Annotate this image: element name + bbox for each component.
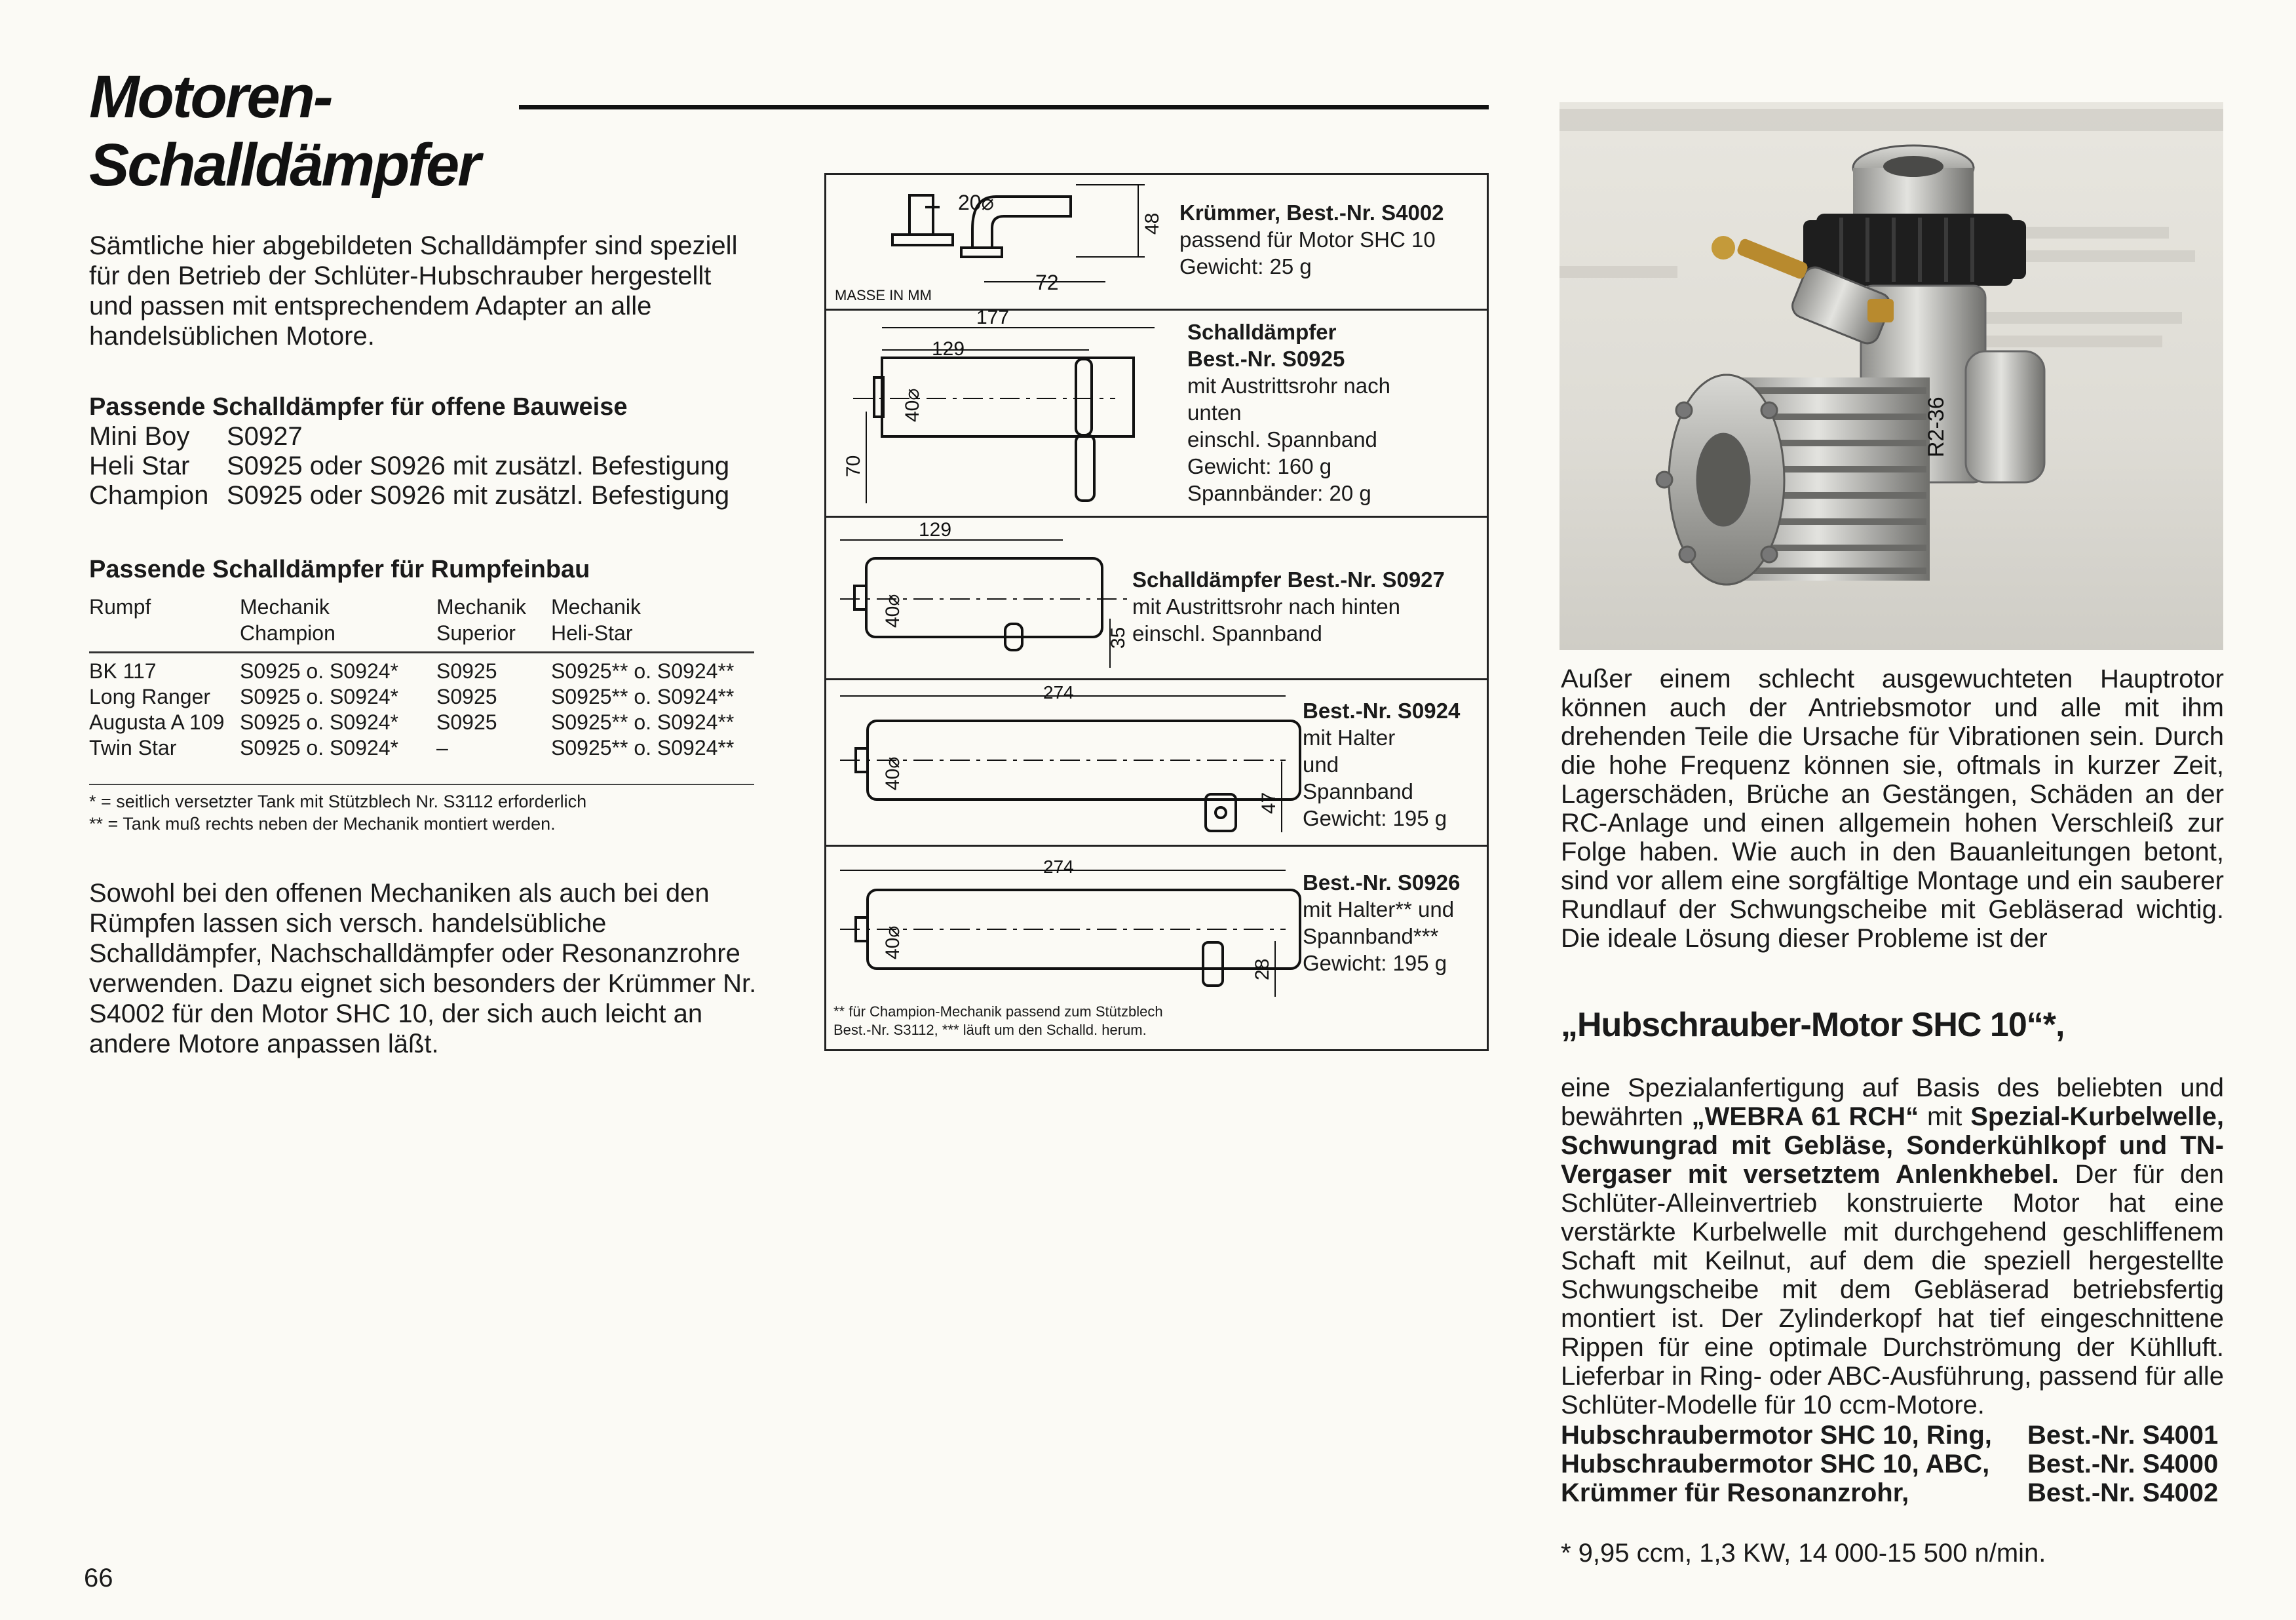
footnote: Best.-Nr. S3112, *** läuft um den Schalld. herum. xyxy=(833,1022,1147,1038)
dim-label: 274 xyxy=(1043,682,1074,703)
s0926-text xyxy=(1303,869,1460,976)
order-number: Best.-Nr. S4001 xyxy=(2027,1421,2219,1450)
body-paragraph: Außer einem schlecht ausgewuchteten Hauptrotor können auch der Antriebsmotor und alle mit ihm drehenden Teile die Ursache für Vibrationen sein. Durch die hohe Frequenz können sie, oftmals in kurzer Zeit, Lagerschäden, Brüche an Gestängen, Schäden an der RC-Anlage und einen allgemein hohen Verschleiß zur Folge haben. Wie auch in den Bauanleitungen betont, sind vor allem eine sorgfältige Montage und ein sauberer Rundlauf der Schwungscheibe mit Gebläserad wichtig. Die ideale Lösung dieser Probleme ist der xyxy=(1561,665,2224,953)
dim-label: 40⌀ xyxy=(882,925,904,959)
krummer-drawing xyxy=(827,176,1168,311)
part-desc: mit Halter xyxy=(1303,725,1396,750)
order-name: Hubschraubermotor SHC 10, Ring, xyxy=(1561,1421,1992,1450)
column-header: Mechanik Champion xyxy=(240,594,436,653)
model-name: Champion xyxy=(89,481,209,510)
part-weight: Gewicht: 25 g xyxy=(1179,254,1312,279)
s0924-text xyxy=(1303,697,1460,832)
order-number: Best.-Nr. S4002 xyxy=(2027,1478,2219,1507)
page-title xyxy=(89,63,479,199)
model-name: Heli Star xyxy=(89,452,190,480)
part-weight: Gewicht: 195 g xyxy=(1303,806,1447,830)
page-number: 66 xyxy=(84,1564,113,1592)
fuselage-heading: Passende Schalldämpfer für Rumpfeinbau xyxy=(89,556,590,583)
part-title: Best.-Nr. S0926 xyxy=(1303,870,1461,895)
column-header: Mechanik Superior xyxy=(436,594,551,653)
motor-description xyxy=(1561,1073,2224,1419)
dim-label: 28 xyxy=(1252,958,1273,980)
dim-label: 177 xyxy=(976,307,1010,328)
part-desc: einschl. Spannband xyxy=(1132,621,1322,646)
s0925-drawing xyxy=(827,307,1168,516)
column-header: Mechanik Heli-Star xyxy=(551,594,754,653)
engine-photo xyxy=(1559,102,2223,650)
part-desc: unten xyxy=(1187,400,1242,425)
part-number: S0925 oder S0926 mit zusätzl. Befestigung xyxy=(227,481,730,510)
engine-engraving: R2-36 xyxy=(1924,396,1949,457)
motor-heading: „Hubschrauber-Motor SHC 10“*, xyxy=(1561,1006,2065,1044)
list-item xyxy=(1561,1478,2224,1507)
part-number: S0927 xyxy=(227,422,303,451)
text-run-bold: „WEBRA 61 RCH“ xyxy=(1691,1102,1919,1131)
list-item xyxy=(89,422,729,452)
flange-base xyxy=(892,235,953,245)
table-header-row xyxy=(89,594,754,653)
text-run: Der für den Schlüter-Alleinvertrieb konstruierte Motor hat eine verstärkte Kurbelwelle mit durchgehend geschliffenem Schaft mit Keilnut, auf dem die speziell hergestellte Schwungscheibe mit dem Gebläserad betriebsfertig montiert ist. Der Zylinderkopf hat tief eingeschnittene Rippen für eine optimale Durchströmung der Kühlluft. Lieferbar in Ring- oder ABC-Ausführung, passend für alle Schlüter-Modelle für 10 ccm-Motore. xyxy=(1561,1160,2225,1419)
outlet-pipe xyxy=(1076,435,1094,501)
dim-label: 129 xyxy=(919,519,952,541)
part-weight: Spannbänder: 20 g xyxy=(1187,481,1371,505)
dim-label: 72 xyxy=(1035,271,1059,294)
part-title: Schalldämpfer xyxy=(1187,320,1337,344)
footnote-rule xyxy=(89,784,754,785)
s0927-drawing xyxy=(827,520,1141,678)
body-paragraph: Sowohl bei den offenen Mechaniken als auch bei den Rümpfen lassen sich versch. handelsübliche Schalldämpfer, Nachschalldämpfer oder Resonanzrohre verwenden. Dazu eignet sich besonders der Krümmer Nr. S4002 für den Motor SHC 10, der sich auch leicht an andere Motore anpassen läßt. xyxy=(89,879,757,1058)
part-desc: Spannband xyxy=(1303,779,1413,803)
footnote: ** = Tank muß rechts neben der Mechanik montiert werden. xyxy=(89,814,556,834)
s0927-text xyxy=(1132,566,1445,647)
dim-label: 274 xyxy=(1043,857,1074,877)
table-row: Twin Star S0925 o. S0924* – S0925** o. S0924** xyxy=(89,736,735,760)
part-desc: und xyxy=(1303,752,1339,777)
part-number: S0925 oder S0926 mit zusätzl. Befestigung xyxy=(227,452,730,480)
table-row: Long Ranger S0925 o. S0924* S0925 S0925** o. S0924** xyxy=(89,685,735,708)
list-item xyxy=(1561,1421,2224,1450)
order-name: Hubschraubermotor SHC 10, ABC, xyxy=(1561,1450,1990,1478)
open-build-list xyxy=(89,422,729,511)
dim-label: 129 xyxy=(932,338,965,360)
intro-paragraph: Sämtliche hier abgebildeten Schalldämpfer sind speziell für den Betrieb der Schlüter-Hubschrauber hergestellt und passen mit entsprechendem Adapter an alle handelsüblichen Motore. xyxy=(89,231,738,351)
dim-label: 48 xyxy=(1141,212,1163,235)
list-item xyxy=(89,481,729,511)
diagram-footnotes xyxy=(833,1003,1163,1039)
part-order: Best.-Nr. S0925 xyxy=(1187,347,1345,371)
part-desc: mit Austrittsrohr nach xyxy=(1187,374,1390,398)
s0926-drawing xyxy=(827,849,1299,1007)
table-row: Augusta A 109 S0925 o. S0924* S0925 S0925** o. S0924** xyxy=(89,710,735,734)
part-desc: passend für Motor SHC 10 xyxy=(1179,227,1436,252)
part-desc: einschl. Spannband xyxy=(1187,427,1377,452)
footnote: * = seitlich versetzter Tank mit Stützblech Nr. S3112 erforderlich xyxy=(89,792,587,811)
text-run-bold: Spezial-Kurbelwelle, Schwungrad mit Gebläse, Sonderkühlkopf und TN-Vergaser mit versetztem Anlenkhebel. xyxy=(1561,1102,2224,1189)
order-list xyxy=(1561,1421,2224,1507)
part-desc: Spannband*** xyxy=(1303,924,1439,948)
bend-pipe-foot xyxy=(961,248,1002,257)
dim-label: 47 xyxy=(1258,792,1280,814)
s0924-drawing xyxy=(827,683,1299,847)
units-label: MASSE IN MM xyxy=(835,287,932,303)
part-title: Schalldämpfer Best.-Nr. S0927 xyxy=(1132,568,1445,592)
dim-label: 40⌀ xyxy=(882,756,904,790)
title-line-1: Motoren- xyxy=(89,64,332,130)
dim-label: 20⌀ xyxy=(958,191,994,214)
dim-label: 40⌀ xyxy=(902,388,923,422)
list-item xyxy=(1561,1450,2224,1478)
table-footnotes xyxy=(89,790,586,835)
part-title: Best.-Nr. S0924 xyxy=(1303,699,1461,723)
dim-label: 35 xyxy=(1107,627,1129,649)
column-header: Rumpf xyxy=(89,594,240,653)
title-rule xyxy=(519,105,1489,109)
open-build-heading: Passende Schalldämpfer für offene Bauweise xyxy=(89,393,628,421)
dim-label: 40⌀ xyxy=(882,594,904,628)
part-desc: mit Austrittsrohr nach hinten xyxy=(1132,594,1401,619)
model-name: Mini Boy xyxy=(89,422,190,451)
dim-label: 70 xyxy=(843,455,864,477)
text-run: eine Spezialanfertigung auf Basis des beliebten und bewährten xyxy=(1561,1073,2224,1131)
list-item xyxy=(89,452,729,481)
part-weight: Gewicht: 160 g xyxy=(1187,454,1332,478)
order-name: Krümmer für Resonanzrohr, xyxy=(1561,1478,1909,1507)
fuselage-table xyxy=(89,594,754,761)
flange-body xyxy=(909,195,933,235)
engine-illustration xyxy=(1559,102,2223,650)
spec-footnote: * 9,95 ccm, 1,3 KW, 14 000-15 500 n/min. xyxy=(1561,1539,2046,1568)
part-desc: mit Halter** und xyxy=(1303,897,1455,921)
text-run: mit xyxy=(1919,1102,1971,1131)
title-line-2: Schalldämpfer xyxy=(89,132,479,199)
order-number: Best.-Nr. S4000 xyxy=(2027,1450,2219,1478)
footnote: ** für Champion-Mechanik passend zum Stützblech xyxy=(833,1003,1163,1020)
krummer-text xyxy=(1179,199,1444,280)
table-row: BK 117 S0925 o. S0924* S0925 S0925** o. S0924** xyxy=(89,659,735,683)
s0925-text xyxy=(1187,318,1390,507)
bracket xyxy=(1203,942,1223,986)
part-weight: Gewicht: 195 g xyxy=(1303,951,1447,975)
part-title: Krümmer, Best.-Nr. S4002 xyxy=(1179,201,1444,225)
